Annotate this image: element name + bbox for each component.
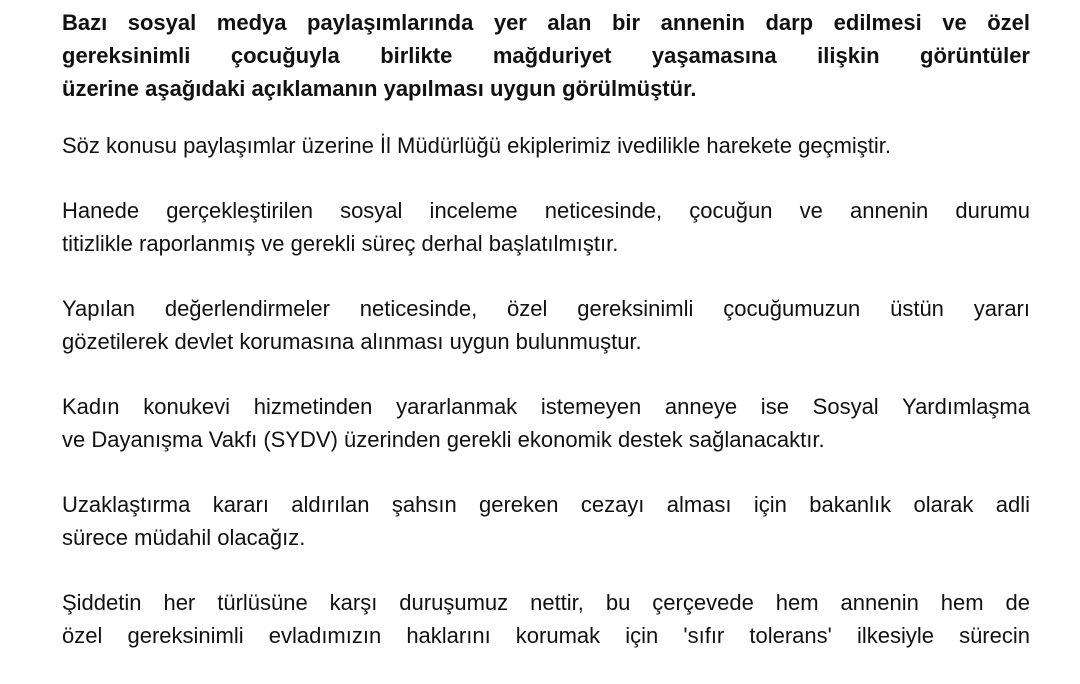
paragraph-line: Hanede gerçekleştirilen sosyal inceleme neticesinde, çocuğun ve annenin durumu [62, 198, 1030, 223]
paragraph-line: gözetilerek devlet korumasına alınması uygun bulunmuştur. [62, 329, 642, 354]
paragraph-line: Yapılan değerlendirmeler neticesinde, özel gereksinimli çocuğumuzun üstün yararı [62, 296, 1030, 321]
paragraph-provincial-action [62, 129, 1030, 162]
paragraph-economic-support [62, 390, 1030, 456]
paragraph-line: Söz konusu paylaşımlar üzerine İl Müdürlüğü ekiplerimiz ivedilikle harekete geçmiştir. [62, 133, 892, 158]
paragraph-state-protection [62, 292, 1030, 358]
paragraph-line: ve Dayanışma Vakfı (SYDV) üzerinden gerekli ekonomik destek sağlanacaktır. [62, 427, 825, 452]
paragraph-zero-tolerance [62, 586, 1030, 652]
lead-line: üzerine aşağıdaki açıklamanın yapılması uygun görülmüştür. [62, 76, 697, 101]
paragraph-line: Şiddetin her türlüsüne karşı duruşumuz nettir, bu çerçevede hem annenin hem de [62, 590, 1030, 615]
paragraph-line: Uzaklaştırma kararı aldırılan şahsın gereken cezayı alması için bakanlık olarak adli [62, 492, 1030, 517]
lead-line: gereksinimli çocuğuyla birlikte mağduriyet yaşamasına ilişkin görüntüler [62, 43, 1030, 68]
paragraph-line: sürece müdahil olacağız. [62, 525, 306, 550]
statement-document [62, 6, 1030, 684]
paragraph-line: titizlikle raporlanmış ve gerekli süreç derhal başlatılmıştır. [62, 231, 619, 256]
lead-line: Bazı sosyal medya paylaşımlarında yer alan bir annenin darp edilmesi ve özel [62, 10, 1030, 35]
lead-paragraph [62, 6, 1030, 105]
paragraph-legal-process [62, 488, 1030, 554]
paragraph-social-inspection [62, 194, 1030, 260]
paragraph-line: özel gereksinimli evladımızın haklarını korumak için 'sıfır tolerans' ilkesiyle sürecin [62, 623, 1030, 648]
paragraph-line: Kadın konukevi hizmetinden yararlanmak istemeyen anneye ise Sosyal Yardımlaşma [62, 394, 1030, 419]
